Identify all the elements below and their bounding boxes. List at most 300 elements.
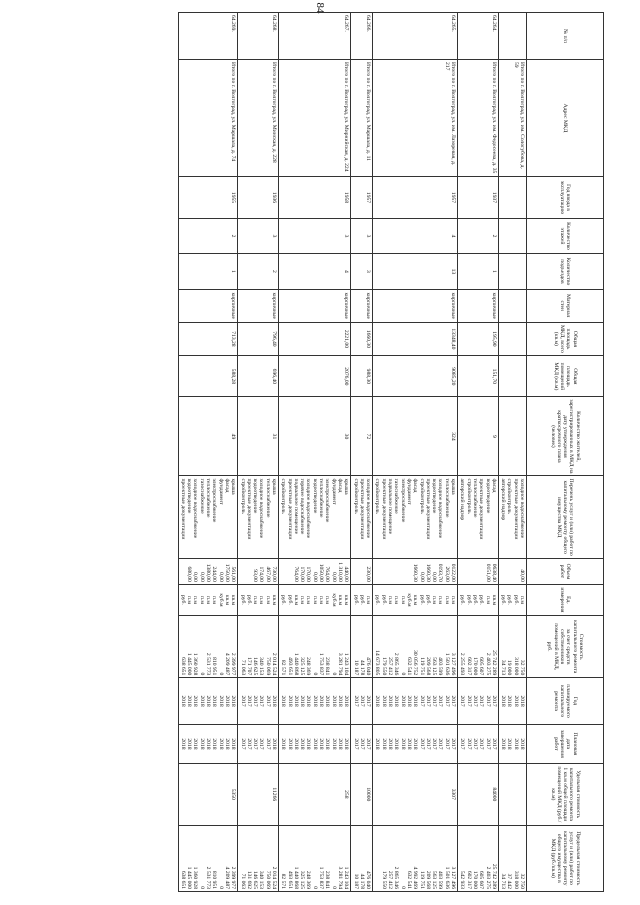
cell-line: 2018 — [405, 695, 412, 707]
table-cell: 2 — [458, 219, 499, 254]
cell-line: п.м — [399, 595, 406, 604]
table-cell: 49 — [178, 397, 238, 476]
table-cell: 64.264. — [458, 13, 499, 60]
table-cell-multiline — [178, 825, 238, 891]
table-cell: кирпичные — [373, 289, 458, 322]
column-header: Адрес МКД — [527, 60, 604, 177]
cell-line: кв.м — [412, 594, 419, 606]
table-cell: Итого по г. Волгоград, ул. Мирнийская, д. 224 — [279, 60, 351, 177]
cell-line: п.м — [365, 595, 372, 604]
cell-line: теплоснабжение — [443, 478, 450, 518]
cell-line: 325 125 — [299, 870, 306, 889]
cell-line: 2018 — [311, 695, 318, 707]
cell-line: куб.м — [330, 593, 337, 607]
cell-line: 2018 — [506, 738, 513, 750]
cell-line: водоотведение — [186, 478, 193, 514]
cell-line: 209 568 — [424, 657, 431, 676]
cell-line: холодное водоснабжение — [437, 478, 444, 539]
table-cell-multiline — [238, 678, 279, 725]
cell-line: 171 707 — [245, 657, 252, 676]
column-header: Общая площадь МКД, всего (кв.м) — [527, 322, 604, 356]
cell-line: проектные документации — [380, 478, 387, 540]
cell-line: 2018 — [211, 695, 218, 707]
page-number: 84 — [314, 2, 326, 14]
cell-line: 0 — [217, 672, 224, 676]
cell-line: 179 550 — [380, 870, 387, 889]
cell-line: 2017 — [358, 695, 365, 707]
cell-line: куб.м — [405, 593, 412, 607]
cell-line: фасад — [490, 478, 497, 493]
table-cell: 1957 — [373, 177, 458, 219]
cell-line: фасад — [412, 478, 419, 493]
cell-line: 605 607 — [478, 657, 485, 676]
cell-line: 2018 — [336, 738, 343, 750]
cell-line: 467,00 — [264, 566, 271, 582]
table-cell-multiline — [178, 584, 238, 615]
cell-line: кв.м — [230, 594, 237, 606]
cell-line: проектные документации — [512, 478, 519, 540]
cell-line: 40,00 — [519, 569, 525, 582]
cell-line: 2018 — [506, 695, 513, 707]
cell-line: 2018 — [299, 738, 306, 750]
cell-line: 44 178 — [358, 873, 365, 889]
cell-line: 0122,00 — [450, 563, 457, 582]
table-cell-multiline — [238, 584, 279, 615]
table-cell-multiline — [238, 476, 279, 558]
table-cell: кирпичные — [178, 289, 238, 322]
cell-line: 0,00 — [330, 572, 337, 582]
cell-line: электроснабжение — [211, 478, 218, 523]
cell-line: 2017 — [264, 738, 271, 750]
cell-line: 1 243 104 — [343, 652, 350, 676]
table-cell: 796,40 — [238, 322, 279, 356]
table-cell: 13348,40 — [373, 322, 458, 356]
table-cell-multiline — [498, 615, 526, 677]
cell-line: п.м — [198, 595, 205, 604]
cell-line: 2017 — [418, 738, 425, 750]
table-cell-multiline — [458, 476, 499, 558]
cell-line: 2018 — [186, 695, 193, 707]
cell-line: 318 000 — [512, 870, 519, 889]
table-cell-multiline — [373, 724, 458, 763]
table-cell: 64.265. — [373, 13, 458, 60]
cell-line: кв.м — [271, 594, 278, 606]
cell-line: руб. — [352, 595, 359, 605]
cell-line: 764,00 — [292, 566, 299, 582]
cell-line: водоотведение — [431, 478, 438, 514]
cell-line: проектные документации — [478, 478, 485, 540]
cell-line: 730,00 — [271, 566, 278, 582]
table-cell: 11266 — [238, 764, 279, 826]
table-cell-multiline — [178, 476, 238, 558]
table-cell: 1937 — [458, 177, 499, 219]
cell-line: 2018 — [271, 738, 278, 750]
cell-line: 10 187 — [352, 873, 359, 889]
cell-line: п.м — [450, 595, 457, 604]
cell-line: 318 000 — [512, 657, 519, 676]
cell-line: 2017 — [258, 695, 265, 707]
cell-line: п.м — [186, 595, 193, 604]
cell-line: 2017 — [490, 738, 497, 750]
table-cell: 3307 — [373, 764, 458, 826]
cell-line: 325 125 — [299, 657, 306, 676]
cell-line: 632 541 — [405, 870, 412, 889]
table-cell-multiline — [279, 584, 351, 615]
table-cell-multiline — [373, 584, 458, 615]
cell-line: 14 673 805 — [374, 650, 381, 676]
cell-line: крыша — [271, 478, 278, 495]
cell-line: п.м — [311, 595, 318, 604]
cell-line: 230,00 — [365, 566, 372, 582]
table-cell: 31 — [238, 397, 279, 476]
cell-line: 32 750 — [519, 659, 525, 676]
cell-line: 2018 — [205, 738, 212, 750]
cell-line: 638 651 — [179, 870, 186, 889]
cell-line: стройконтроль — [280, 478, 287, 514]
cell-line: 2 399 977 — [230, 866, 237, 889]
table-cell: Итого по г. Волгоград, ул. Маршала, д. 11 — [351, 60, 373, 177]
cell-line: горячее водоснабжение — [299, 478, 306, 535]
table-cell: 588,28 — [178, 356, 238, 397]
table-cell-multiline — [238, 615, 279, 677]
cell-line: 2017 — [471, 738, 478, 750]
cell-line: 238 841 — [324, 870, 331, 889]
cell-line: 2 531 773 — [205, 866, 212, 889]
cell-line: 1 360 928 — [192, 866, 199, 889]
column-header: Стоимость капитального ремонта за счет средств собственников помещений в МКД, руб. — [527, 615, 604, 677]
table-cell-multiline — [498, 724, 526, 763]
table-cell-multiline — [373, 615, 458, 677]
table-cell: 4 — [279, 253, 351, 289]
table-cell-multiline — [351, 825, 373, 891]
cell-line: фасад — [336, 478, 343, 493]
cell-line: 2018 — [519, 738, 525, 750]
cell-line: 632 541 — [405, 657, 412, 676]
cell-line: теплоснабжение — [471, 478, 478, 518]
cell-line: стройконтроль — [418, 478, 425, 514]
cell-line: 2 014 524 — [271, 652, 278, 676]
table-cell-multiline — [178, 615, 238, 677]
cell-line: п.м — [264, 595, 271, 604]
cell-line: 0,00 — [311, 572, 318, 582]
cell-line: 1 753 837 — [318, 866, 325, 889]
table-body — [178, 13, 526, 892]
cell-line: руб. — [380, 595, 387, 605]
cell-line: водоотведение — [252, 478, 259, 514]
cell-line: 0 — [399, 672, 406, 676]
cell-line: 750 069 — [264, 870, 271, 889]
table-cell: Итого по г. Волгоград, ул. Минская, д. 228 — [238, 60, 279, 177]
cell-line: 2018 — [336, 695, 343, 707]
cell-line: 30 056 752 — [412, 650, 419, 676]
cell-line: теплоснабжение — [205, 478, 212, 518]
cell-line: руб. — [179, 595, 186, 605]
cell-line: руб. — [478, 595, 485, 605]
cell-line: 0 — [330, 672, 337, 676]
cell-line: стройконтроль — [506, 478, 513, 514]
cell-line: 2017 — [424, 695, 431, 707]
cell-line: п.м — [192, 595, 199, 604]
cell-line: 257 412 — [387, 657, 394, 676]
cell-line: 2017 — [352, 738, 359, 750]
cell-line: 1 501 636 — [443, 652, 450, 676]
cell-line: руб. — [286, 595, 293, 605]
column-header: Количество подъездов — [527, 253, 604, 289]
cell-line: 2017 — [245, 738, 252, 750]
cell-line: 0 — [198, 672, 205, 676]
table-cell: 195,90 — [458, 322, 499, 356]
cell-line: 561,00 — [230, 566, 237, 582]
cell-line: 1 440 868 — [292, 652, 299, 676]
cell-line: 25 742 289 — [490, 650, 497, 676]
cell-line: руб. — [239, 595, 246, 605]
cell-line: 179 550 — [380, 657, 387, 676]
table-cell — [498, 13, 526, 60]
cell-line: 2018 — [512, 738, 519, 750]
cell-line: 493 651 — [286, 870, 293, 889]
cell-line: фундамент — [405, 478, 412, 505]
cell-line: 2018 — [223, 695, 230, 707]
cell-line: крыша — [343, 478, 350, 495]
cell-line: 248 369 — [305, 870, 312, 889]
cell-line: 34 713 — [500, 873, 507, 889]
cell-line: п.м — [318, 595, 325, 604]
table-cell-multiline — [178, 724, 238, 763]
cell-line: фасад — [223, 478, 230, 493]
cell-line: проектные документации — [424, 478, 431, 540]
column-header: Удельная стоимость капитального ремонта 1 кв.м общей площади помещений МКД (руб./кв.м) — [527, 764, 604, 826]
cell-line: 2018 — [179, 695, 186, 707]
cell-line: 2017 — [478, 695, 485, 707]
cell-line: 0 — [311, 672, 318, 676]
cell-line: холодное водоснабжение — [305, 478, 312, 539]
table-cell-multiline — [351, 678, 373, 725]
cell-line: 2017 — [365, 695, 372, 707]
table-row — [458, 13, 499, 892]
table-cell — [498, 322, 526, 356]
cell-line: 2018 — [286, 738, 293, 750]
column-header: Ед. измерения — [527, 584, 604, 615]
cell-line: 810 951 — [211, 657, 218, 676]
table-cell-multiline — [498, 476, 526, 558]
cell-line: 810 951 — [211, 870, 218, 889]
table-cell-multiline — [279, 825, 351, 891]
table-cell: 84000 — [458, 764, 499, 826]
cell-line: 2018 — [412, 738, 419, 750]
cell-line: 2017 — [431, 695, 438, 707]
cell-line: п.м — [484, 595, 491, 604]
cell-line: крыша — [230, 478, 237, 495]
cell-line: 2017 — [252, 738, 259, 750]
cell-line: 2018 — [230, 695, 237, 707]
table-cell: 30 — [279, 397, 351, 476]
cell-line: холодное водоснабжение — [192, 478, 199, 539]
table-cell-multiline — [458, 678, 499, 725]
column-header: Плановая дата завершения работ — [527, 724, 604, 763]
cell-line: 2017 — [465, 695, 472, 707]
table-cell: кирпичные — [351, 289, 373, 322]
table-cell-multiline — [351, 584, 373, 615]
cell-line: 2018 — [198, 738, 205, 750]
cell-line: 93,00 — [252, 569, 259, 582]
column-header: Объем работ — [527, 558, 604, 584]
cell-line: 2018 — [343, 738, 350, 750]
cell-line: 238 841 — [324, 657, 331, 676]
cell-line: п.м — [443, 595, 450, 604]
table-cell: 2076,00 — [279, 356, 351, 397]
cell-line: 170,00 — [299, 566, 306, 582]
cell-line: 2017 — [418, 695, 425, 707]
cell-line: 1 445 000 — [186, 652, 193, 676]
cell-line: руб. — [465, 595, 472, 605]
cell-line: 2017 — [252, 695, 259, 707]
cell-line: п.м — [299, 595, 306, 604]
cell-line: 2018 — [286, 695, 293, 707]
cell-line: кв.м — [292, 594, 299, 606]
cell-line: 2018 — [330, 695, 337, 707]
cell-line: 3 127 496 — [450, 652, 457, 676]
cell-line: 3 281 794 — [336, 866, 343, 889]
cell-line: 2 255 493 — [459, 652, 466, 676]
cell-line: руб. — [459, 595, 466, 605]
table-cell-multiline — [458, 825, 499, 891]
cell-line: 2018 — [374, 695, 381, 707]
table-cell: 3 — [351, 219, 373, 254]
cell-line: 19 000 — [506, 659, 513, 676]
cell-line: 2017 — [245, 695, 252, 707]
table-row — [279, 13, 351, 892]
cell-line: 2018 — [311, 738, 318, 750]
cell-line: 2018 — [186, 738, 193, 750]
cell-line: 2018 — [318, 738, 325, 750]
table-cell: 1 — [458, 253, 499, 289]
cell-line: 602 317 — [465, 870, 472, 889]
cell-line: 2017 — [264, 695, 271, 707]
cell-line: 440,00 — [343, 566, 350, 582]
table-cell: 1936 — [238, 177, 279, 219]
cell-line: 4 992 469 — [412, 866, 419, 889]
cell-line: 2018 — [393, 738, 400, 750]
cell-line: 2017 — [443, 738, 450, 750]
cell-line: 2018 — [405, 738, 412, 750]
cell-line: газоснабжение — [198, 478, 205, 514]
column-header: Количество этажей — [527, 219, 604, 254]
table-cell-multiline — [351, 724, 373, 763]
cell-line: 2017 — [443, 695, 450, 707]
cell-line: 0 — [217, 886, 224, 889]
table-cell: 64.269. — [178, 13, 238, 60]
cell-line: 1050,00 — [318, 563, 325, 582]
table-cell: 3 — [351, 253, 373, 289]
cell-line: авторский надзор — [500, 478, 507, 521]
cell-line: 0,00 — [431, 572, 438, 582]
cell-line: 146 625 — [252, 657, 259, 676]
cell-line: 2018 — [280, 738, 287, 750]
cell-line: проектные документации — [286, 478, 293, 540]
table-cell-multiline — [279, 678, 351, 725]
table-cell-multiline — [373, 825, 458, 891]
cell-line: 2018 — [399, 695, 406, 707]
column-header: Количество жителей, зарегистрированных в МКД на дату утверждения краткосрочного плана (человек) — [527, 397, 604, 476]
cell-line: 119 751 — [418, 871, 425, 889]
cell-line: 2017 — [258, 738, 265, 750]
cell-line: 2 531 773 — [205, 652, 212, 676]
table-cell: Итого по г. Волгоград, ул. им. Лазоревая, д. 217 — [373, 60, 458, 177]
table-cell-multiline — [279, 558, 351, 584]
table-cell: 3 — [238, 219, 279, 254]
cell-line: 2017 — [484, 695, 491, 707]
cell-line: 340 153 — [258, 870, 265, 889]
cell-line: куб.м — [217, 593, 224, 607]
cell-line: 2017 — [437, 738, 444, 750]
table-cell-multiline — [351, 615, 373, 677]
cell-line: 2018 — [500, 738, 507, 750]
cell-line: 248 369 — [305, 657, 312, 676]
cell-line: 2017 — [239, 738, 246, 750]
cell-line: 2018 — [330, 738, 337, 750]
table-cell-multiline — [279, 476, 351, 558]
cell-line: 25 742 289 — [490, 863, 497, 889]
cell-line: 2018 — [324, 695, 331, 707]
table-cell — [498, 397, 526, 476]
cell-line: 1660,30 — [412, 563, 419, 582]
cell-line: теплоснабжение — [318, 478, 325, 518]
cell-line: 605 607 — [478, 870, 485, 889]
table-cell: 2221,00 — [279, 322, 351, 356]
table-cell: 151,70 — [458, 356, 499, 397]
cell-line: 2017 — [465, 738, 472, 750]
cell-line: 244,00 — [211, 566, 218, 582]
table-cell: 1955 — [178, 177, 238, 219]
cell-line: 0 — [399, 886, 406, 889]
cell-line: руб. — [471, 595, 478, 605]
cell-line: п.м — [324, 595, 331, 604]
cell-line: 2018 — [205, 695, 212, 707]
cell-line: п.м — [305, 595, 312, 604]
cell-line: 4 209 487 — [223, 652, 230, 676]
table-cell-multiline — [498, 678, 526, 725]
table-cell — [498, 289, 526, 322]
table-cell: 10000 — [351, 764, 373, 826]
cell-line: фундамент — [330, 478, 337, 505]
cell-line: 2017 — [424, 738, 431, 750]
cell-line: газоснабжение — [393, 478, 400, 514]
cell-line: 680,00 — [186, 566, 193, 582]
cell-line: 2 865 346 — [393, 652, 400, 676]
table-cell — [498, 177, 526, 219]
cell-line: руб. — [374, 595, 381, 605]
cell-line: 2017 — [450, 695, 457, 707]
table-cell: 2 — [178, 219, 238, 254]
cell-line: 403 599 — [437, 870, 444, 889]
cell-line: 170,00 — [305, 566, 312, 582]
table-cell: 13 — [373, 253, 458, 289]
cell-line: 174,00 — [258, 566, 265, 582]
cell-line: 750 069 — [264, 657, 271, 676]
cell-line: 2018 — [305, 695, 312, 707]
cell-line: 1 243 104 — [343, 866, 350, 889]
cell-line: п.м — [252, 595, 259, 604]
cell-line: 34 713 — [500, 659, 507, 676]
cell-line: 257 412 — [387, 870, 394, 889]
cell-line: холодное водоснабжение — [365, 478, 372, 539]
table-row — [178, 13, 238, 892]
cell-line: 2 014 524 — [271, 866, 278, 889]
cell-line: проектные документации — [245, 478, 252, 540]
cell-line: 2018 — [292, 738, 299, 750]
table-cell: 64.267. — [279, 13, 351, 60]
cell-line: водоотведение — [311, 478, 318, 514]
